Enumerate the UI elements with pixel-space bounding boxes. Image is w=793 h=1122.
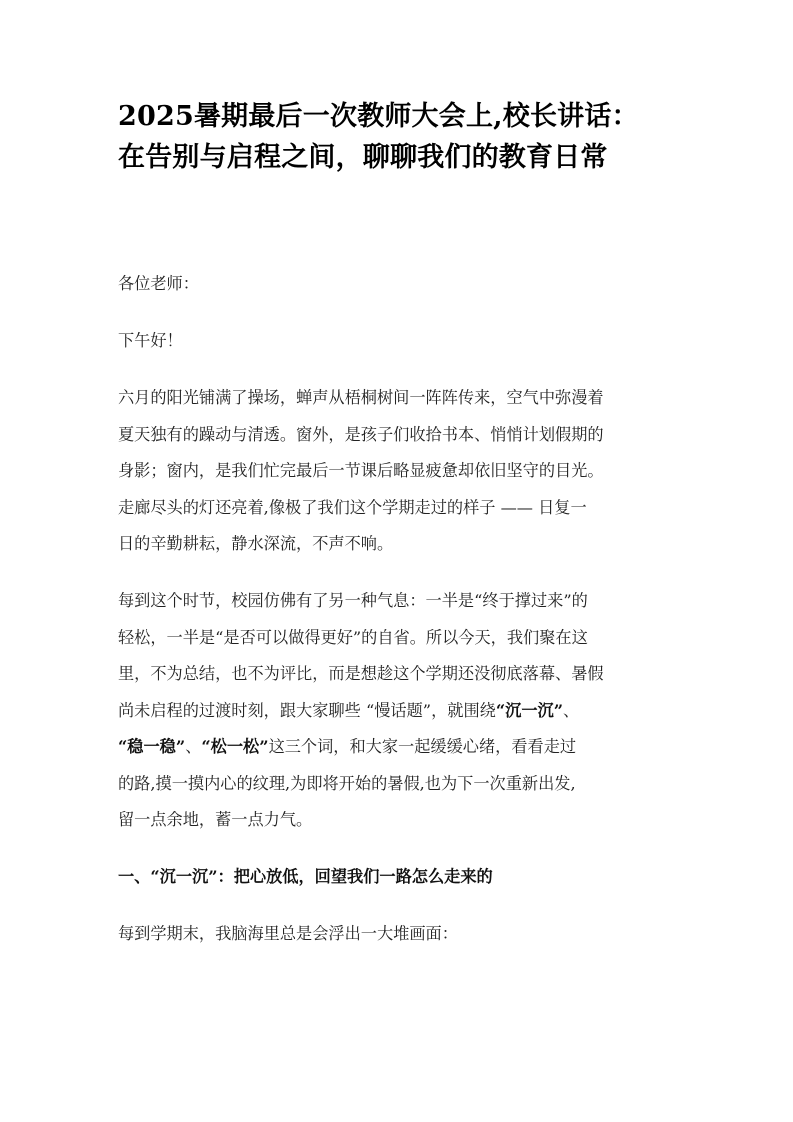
text-line: 的路,摸一摸内心的纹理,为即将开始的暑假,也为下一次重新出发,	[118, 773, 576, 793]
paragraph-opening-scene	[118, 380, 678, 563]
text-line	[118, 693, 678, 730]
title-line-1: 2025暑期最后一次教师大会上,校长讲话：	[118, 101, 639, 132]
text-line: 夏天独有的躁动与清透。窗外，是孩子们收拾书本、悄悄计划假期的	[118, 424, 604, 444]
punctuation: 、	[185, 737, 202, 756]
text-fragment: 这三个词，和大家一起缓缓心绪，看看走过	[268, 737, 577, 756]
text-line: 轻松，一半是“是否可以做得更好”的自省。所以今天，我们聚在这	[118, 627, 588, 647]
text-line: 走廊尽头的灯还亮着,像极了我们这个学期走过的样子 —— 日复一	[118, 497, 587, 517]
text-line: 每到这个时节，校园仿佛有了另一种气息：一半是“终于撑过来”的	[118, 591, 588, 610]
document-title	[118, 96, 698, 178]
text-fragment: 尚未启程的过渡时刻，跟大家聊些 “慢话题”，就围绕	[118, 700, 496, 720]
punctuation: 、	[563, 700, 580, 720]
greeting: 各位老师：	[118, 274, 199, 293]
text-line: 日的辛勤耕耘，静水深流，不声不响。	[118, 534, 394, 553]
document-body	[118, 266, 678, 973]
keyword-steady: “稳一稳”	[118, 737, 186, 756]
salutation: 下午好！	[118, 331, 183, 350]
paragraph-slow-topics	[118, 583, 678, 839]
keyword-sink: “沉一沉”	[495, 700, 564, 720]
text-line: 六月的阳光铺满了操场，蝉声从梧桐树间一阵阵传来，空气中弥漫着	[118, 388, 604, 407]
text-line	[118, 729, 678, 766]
paragraph-memories: 每到学期末，我脑海里总是会浮出一大堆画面：	[118, 924, 458, 943]
text-line: 留一点余地，蓄一点力气。	[118, 810, 313, 829]
text-line: 里，不为总结，也不为评比，而是想趁这个学期还没彻底落幕、暑假	[118, 664, 604, 683]
title-line-2: 在告别与启程之间，聊聊我们的教育日常	[118, 142, 608, 173]
text-line: 身影；窗内，是我们忙完最后一节课后略显疲惫却依旧坚守的目光。	[118, 461, 604, 480]
section-heading-1: 一、“沉一沉”：把心放低，回望我们一路怎么走来的	[118, 867, 493, 886]
keyword-relax: “松一松”	[201, 737, 269, 756]
